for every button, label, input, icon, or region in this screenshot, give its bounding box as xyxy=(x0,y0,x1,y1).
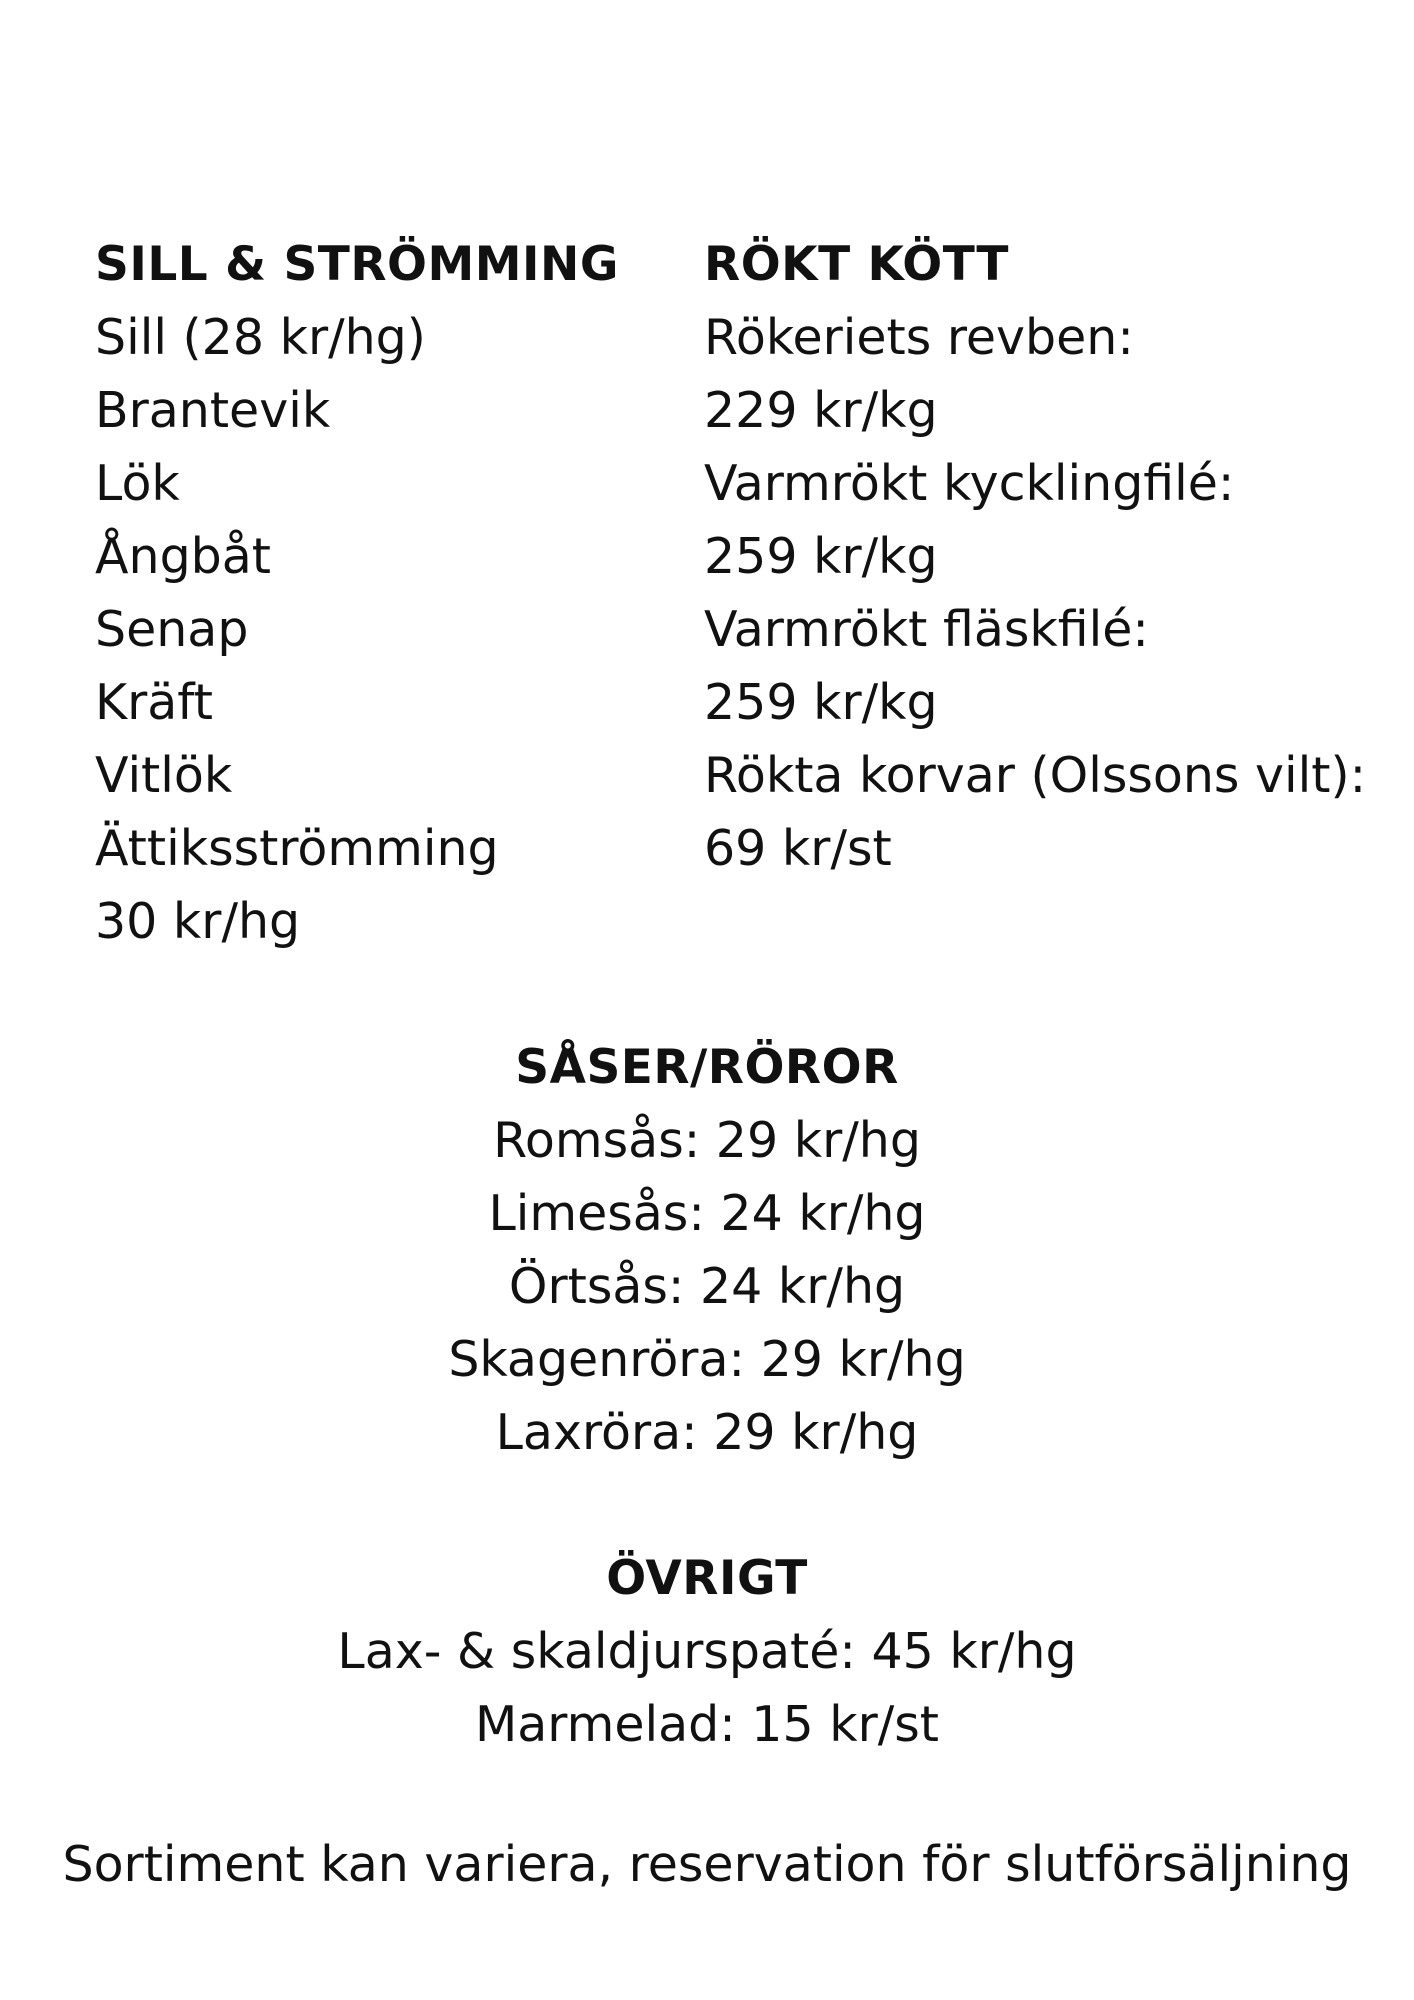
list-item: 259 kr/kg xyxy=(704,528,938,585)
list-item: Vitlök xyxy=(95,747,233,804)
list-item: Rökeriets revben: xyxy=(704,309,1134,366)
section-ovrigt xyxy=(0,1542,1414,1761)
list-item: Skagenröra: 29 kr/hg xyxy=(448,1331,966,1388)
list-item: Rökta korvar (Olssons vilt): xyxy=(704,747,1367,804)
list-item: Sill (28 kr/hg) xyxy=(95,309,426,366)
list-item: Lök xyxy=(95,455,180,512)
list-item: Limesås: 24 kr/hg xyxy=(488,1185,926,1242)
list-item: 69 kr/st xyxy=(704,820,892,877)
section-heading: ÖVRIGT xyxy=(606,1551,808,1606)
list-item: Senap xyxy=(95,601,249,658)
footer-note: Sortiment kan variera, reservation för slutförsäljning xyxy=(62,1836,1352,1893)
list-item: Romsås: 29 kr/hg xyxy=(493,1112,921,1169)
section-heading: SÅSER/RÖROR xyxy=(515,1040,899,1095)
list-item: 229 kr/kg xyxy=(704,382,938,439)
list-item: Marmelad: 15 kr/st xyxy=(475,1696,939,1753)
section-heading: RÖKT KÖTT xyxy=(704,237,1009,292)
list-item: Varmrökt fläskfilé: xyxy=(704,601,1149,658)
list-item: Kräft xyxy=(95,674,213,731)
section-saser-roror xyxy=(0,1031,1414,1469)
section-rokt-kott xyxy=(704,228,1394,885)
list-item: Örtsås: 24 kr/hg xyxy=(508,1258,906,1315)
list-item: 30 kr/hg xyxy=(95,893,301,950)
list-item: Lax- & skaldjurspaté: 45 kr/hg xyxy=(337,1623,1077,1680)
list-item: Ångbåt xyxy=(95,528,272,585)
section-heading: SILL & STRÖMMING xyxy=(95,237,619,292)
list-item: Brantevik xyxy=(95,382,331,439)
section-sill-stromming xyxy=(95,228,655,958)
list-item: 259 kr/kg xyxy=(704,674,938,731)
list-item: Ättiksströmming xyxy=(95,820,499,877)
list-item: Laxröra: 29 kr/hg xyxy=(495,1404,919,1461)
list-item: Varmrökt kycklingfilé: xyxy=(704,455,1235,512)
